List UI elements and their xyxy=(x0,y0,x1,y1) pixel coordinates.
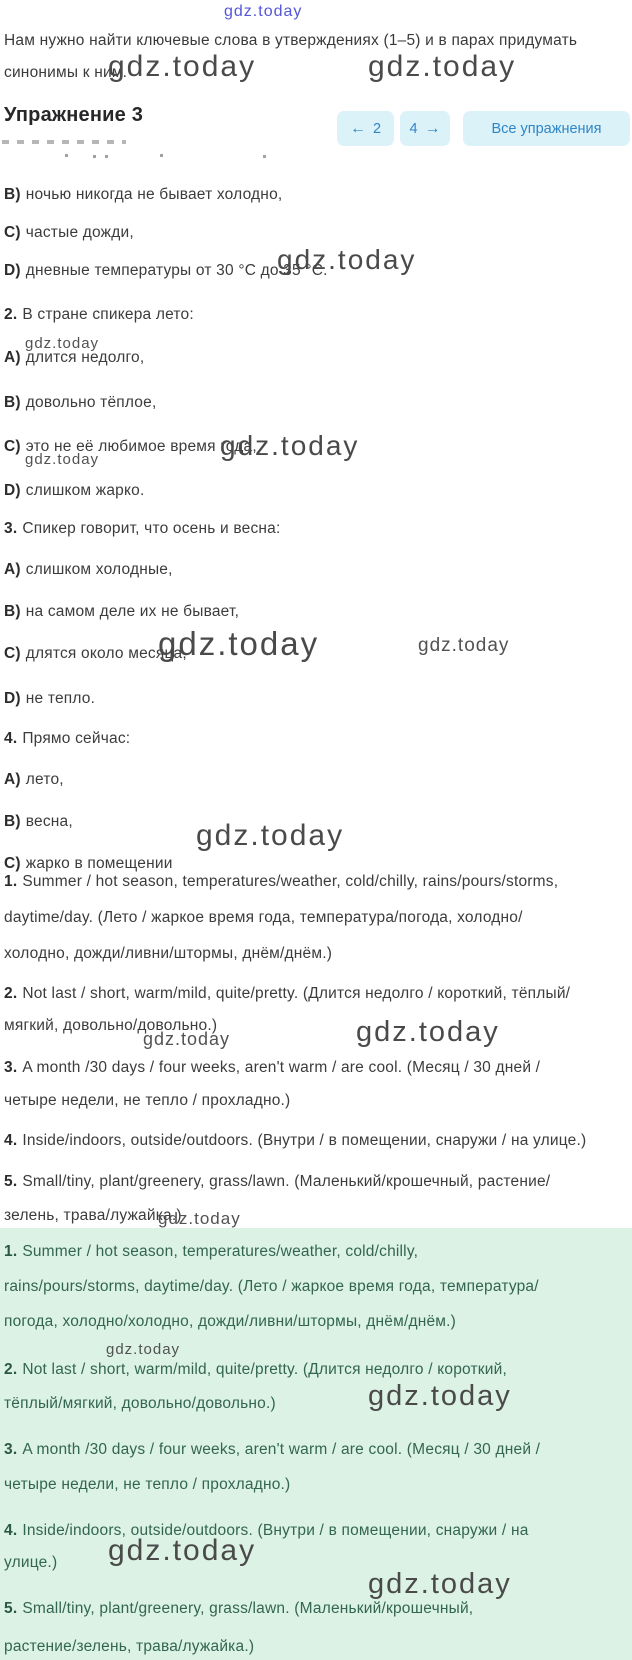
answer-number: 4. xyxy=(4,1522,18,1539)
watermark-brand: gdz.today xyxy=(108,50,257,83)
answer-text: растение/зелень, трава/лужайка.) xyxy=(4,1638,255,1655)
option-letter: C) xyxy=(4,645,21,662)
watermark-brand: gdz.today xyxy=(224,3,303,20)
prev-exercise-button[interactable] xyxy=(337,111,394,146)
task-question xyxy=(4,305,194,325)
answer-text: погода, холодно/холодно, дожди/ливни/штормы, днём/днём.) xyxy=(4,1313,457,1330)
task-line xyxy=(4,185,282,205)
task-line xyxy=(4,689,95,709)
highlight-answer-line xyxy=(4,1599,473,1619)
arrow-left-icon: ← xyxy=(349,119,366,137)
answer-text: мягкий, довольно/довольно.) xyxy=(4,1017,218,1034)
watermark-brand: gdz.today xyxy=(220,430,360,461)
question-text: Прямо сейчас: xyxy=(22,730,131,747)
next-exercise-button[interactable] xyxy=(400,111,450,146)
question-number: 2. xyxy=(4,306,18,323)
task-line xyxy=(4,560,173,580)
answer-number: 3. xyxy=(4,1441,18,1458)
answer-text: Inside/indoors, outside/outdoors. (Внутри / в помещении, снаружи / на xyxy=(22,1522,529,1539)
intro-line: Нам нужно найти ключевые слова в утверждениях (1–5) и в парах придумать xyxy=(4,32,578,49)
answer-text: холодно, дожди/ливни/штормы, днём/днём.) xyxy=(4,945,333,962)
option-text: слишком жарко. xyxy=(25,482,145,499)
option-text: лето, xyxy=(25,771,64,788)
answer-number: 3. xyxy=(4,1059,18,1076)
option-text: частые дожди, xyxy=(25,224,134,241)
answer-text: rains/pours/storms, daytime/day. (Лето / жаркое время года, температура/ xyxy=(4,1278,539,1295)
answer-number: 4. xyxy=(4,1132,18,1149)
highlight-answer-line xyxy=(4,1440,540,1460)
question-text: Спикер говорит, что осень и весна: xyxy=(22,520,281,537)
highlight-answer-line xyxy=(4,1277,539,1297)
highlight-answer-line xyxy=(4,1553,57,1573)
answer-text: четыре недели, не тепло / прохладно.) xyxy=(4,1092,291,1109)
watermark-brand: gdz.today xyxy=(368,1568,512,1600)
next-exercise-label: 4 xyxy=(409,120,418,137)
answer-text: A month /30 days / four weeks, aren't warm / are cool. (Месяц / 30 дней / xyxy=(22,1059,541,1076)
answer-number: 5. xyxy=(4,1600,18,1617)
option-letter: A) xyxy=(4,561,21,578)
option-text: длится недолго, xyxy=(25,349,145,366)
task-question xyxy=(4,729,130,749)
highlight-answer-line xyxy=(4,1360,507,1380)
answer-text: тёплый/мягкий, довольно/довольно.) xyxy=(4,1395,276,1412)
watermark-brand: gdz.today xyxy=(277,244,417,275)
task-line xyxy=(4,854,173,874)
option-text: весна, xyxy=(25,813,73,830)
option-letter: C) xyxy=(4,224,21,241)
answer-line xyxy=(4,1206,182,1226)
clipped-text-remnant xyxy=(2,140,126,144)
option-text: на самом деле их не бывает, xyxy=(25,603,240,620)
prev-exercise-label: 2 xyxy=(372,120,382,137)
option-text: длятся около месяца, xyxy=(25,645,187,662)
answer-text: A month /30 days / four weeks, aren't warm / are cool. (Месяц / 30 дней / xyxy=(22,1441,541,1458)
option-letter: D) xyxy=(4,690,21,707)
question-number: 4. xyxy=(4,730,18,747)
task-line xyxy=(4,348,144,368)
answer-line xyxy=(4,984,570,1004)
answer-number: 1. xyxy=(4,873,18,890)
watermark-brand: gdz.today xyxy=(25,335,100,352)
option-letter: C) xyxy=(4,438,21,455)
answer-text: улице.) xyxy=(4,1554,58,1571)
option-letter: C) xyxy=(4,855,21,872)
task-line xyxy=(4,812,73,832)
task-line xyxy=(4,481,144,501)
answer-text: Summer / hot season, temperatures/weather, cold/chilly, xyxy=(22,1243,419,1260)
option-letter: B) xyxy=(4,813,21,830)
option-text: довольно тёплое, xyxy=(25,394,157,411)
answer-text: Not last / short, warm/mild, quite/pretty. (Длится недолго / короткий, тёплый/ xyxy=(22,985,571,1002)
option-letter: D) xyxy=(4,482,21,499)
watermark-brand: gdz.today xyxy=(196,819,345,852)
answer-text: Inside/indoors, outside/outdoors. (Внутри / в помещении, снаружи / на улице.) xyxy=(22,1132,587,1149)
clipped-task-line xyxy=(0,852,632,872)
watermark-brand: gdz.today xyxy=(418,635,510,656)
answer-text: Summer / hot season, temperatures/weather, cold/chilly, rains/pours/storms, xyxy=(22,873,559,890)
option-text: слишком холодные, xyxy=(25,561,173,578)
highlight-answer-line xyxy=(4,1394,276,1414)
intro-line: синонимы к ним. xyxy=(4,64,128,81)
question-text: В стране спикера лето: xyxy=(22,306,194,323)
all-exercises-label: Все упражнения xyxy=(491,120,602,137)
arrow-right-icon: → xyxy=(424,119,441,137)
watermark-brand: gdz.today xyxy=(368,50,517,83)
option-letter: B) xyxy=(4,394,21,411)
option-text: не тепло. xyxy=(25,690,96,707)
watermark-brand: gdz.today xyxy=(368,1380,512,1412)
answer-line xyxy=(4,1091,290,1111)
watermark-brand: gdz.today xyxy=(356,1016,500,1048)
answer-line xyxy=(4,1131,586,1151)
watermark-brand: gdz.today xyxy=(158,625,320,662)
watermark-brand: gdz.today xyxy=(143,1029,231,1049)
question-number: 3. xyxy=(4,520,18,537)
option-text: ночью никогда не бывает холодно, xyxy=(25,186,283,203)
answer-text: Small/tiny, plant/greenery, grass/lawn. (Маленький/крошечный, растение/ xyxy=(22,1173,551,1190)
highlight-answer-line xyxy=(4,1521,529,1541)
answer-line xyxy=(4,872,558,892)
answer-text: Not last / short, warm/mild, quite/pretty. (Длится недолго / короткий, xyxy=(22,1361,508,1378)
answer-number: 2. xyxy=(4,1361,18,1378)
watermark-brand: gdz.today xyxy=(106,1341,181,1358)
watermark-brand: gdz.today xyxy=(158,1209,241,1228)
all-exercises-button[interactable] xyxy=(463,111,630,146)
exercise-title: Упражнение 3 xyxy=(4,104,144,126)
highlight-answer-line xyxy=(4,1475,290,1495)
answer-number: 5. xyxy=(4,1173,18,1190)
task-line xyxy=(4,602,239,622)
watermark-brand: gdz.today xyxy=(108,1534,257,1567)
clipped-text-remnant xyxy=(65,154,68,157)
option-text: жарко в помещении xyxy=(25,855,173,872)
option-text: это не её любимое время года, xyxy=(25,438,257,455)
task-line xyxy=(4,393,156,413)
answer-line xyxy=(4,908,523,928)
highlight-answer-line xyxy=(4,1637,254,1657)
option-letter: B) xyxy=(4,603,21,620)
task-line xyxy=(4,770,64,790)
task-line xyxy=(4,223,134,243)
option-letter: B) xyxy=(4,186,21,203)
watermark-brand: gdz.today xyxy=(25,451,100,468)
task-question xyxy=(4,519,281,539)
option-letter: A) xyxy=(4,771,21,788)
answer-line xyxy=(4,1172,550,1192)
answer-text: зелень, трава/лужайка.) xyxy=(4,1207,182,1224)
answer-line xyxy=(4,1058,540,1078)
answer-number: 2. xyxy=(4,985,18,1002)
option-text: дневные температуры от 30 °C до 35 °C. xyxy=(25,262,328,279)
highlight-answer-line xyxy=(4,1312,456,1332)
option-letter: D) xyxy=(4,262,21,279)
answer-line xyxy=(4,944,332,964)
answer-text: Small/tiny, plant/greenery, grass/lawn. (Маленький/крошечный, xyxy=(22,1600,474,1617)
answer-text: daytime/day. (Лето / жаркое время года, температура/погода, холодно/ xyxy=(4,909,523,926)
option-letter: A) xyxy=(4,349,21,366)
answer-text: четыре недели, не тепло / прохладно.) xyxy=(4,1476,291,1493)
highlight-answer-line xyxy=(4,1242,418,1262)
answer-number: 1. xyxy=(4,1243,18,1260)
